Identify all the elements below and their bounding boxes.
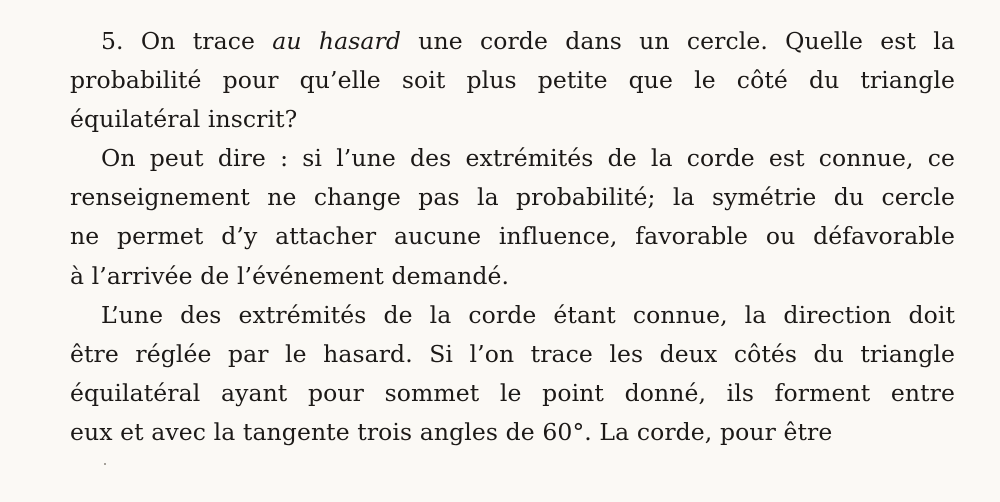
text-segment: renseignement ne change pas la probabilité; la symétrie du cercle	[70, 183, 955, 212]
text-line	[70, 178, 955, 217]
text-segment: ne permet d’y attacher aucune influence, favorable ou défavorable	[70, 222, 955, 251]
text-line	[70, 217, 955, 256]
text-segment: à l’arrivée de l’événement demandé.	[70, 261, 510, 290]
text-line	[70, 139, 955, 178]
text-segment: On peut dire : si l’une des extrémités de la corde est connue, ce	[101, 144, 955, 173]
text-line	[70, 374, 955, 413]
text-segment: être réglée par le hasard. Si l’on trace les deux côtés du triangle	[70, 339, 955, 368]
text-line	[70, 335, 955, 374]
text-line	[70, 22, 955, 61]
text-segment: une corde dans un cercle. Quelle est la	[400, 27, 955, 55]
text-line	[70, 413, 955, 452]
text-segment: équilatéral ayant pour sommet le point donné, ils forment entre	[70, 378, 955, 407]
text-line	[70, 257, 955, 296]
document-text	[70, 22, 955, 452]
text-segment: L’une des extrémités de la corde étant connue, la direction doit	[101, 300, 955, 329]
text-segment: 5. On trace	[101, 27, 273, 55]
text-segment: équilatéral inscrit?	[70, 105, 298, 134]
text-segment: probabilité pour qu’elle soit plus petite que le côté du triangle	[70, 66, 955, 95]
text-segment: eux et avec la tangente trois angles de 60°. La corde, pour être	[70, 417, 833, 446]
text-line	[70, 296, 955, 335]
paper-speck	[104, 463, 106, 465]
italic-emphasis: au hasard	[272, 27, 401, 55]
text-line	[70, 100, 955, 139]
text-line	[70, 61, 955, 100]
